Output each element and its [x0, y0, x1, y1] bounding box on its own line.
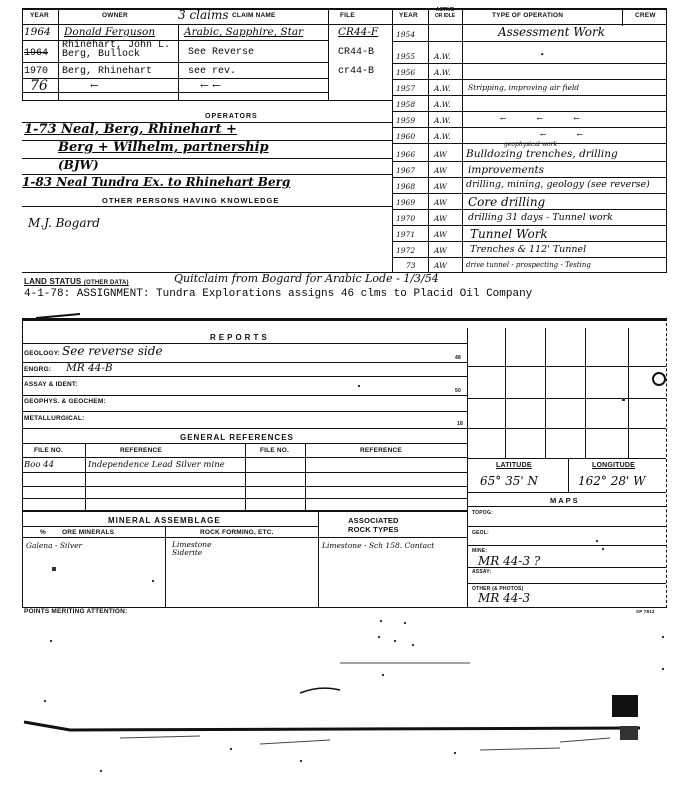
- op-status-15: AW: [434, 261, 447, 270]
- geology-value: See reverse side: [62, 344, 163, 358]
- op-status-5: A.W.: [434, 100, 451, 109]
- year-header: YEAR: [30, 12, 49, 19]
- gr-file-no-label-2: FILE NO.: [260, 447, 290, 454]
- topog-label: TOPOG:: [472, 510, 493, 516]
- general-references-label: GENERAL REFERENCES: [180, 433, 294, 442]
- file-3: cr44-B: [338, 66, 375, 77]
- gr-reference-label-2: REFERENCE: [360, 447, 402, 454]
- claim-name-3: see rev.: [188, 66, 237, 77]
- gr-row-reference: Independence Lead Silver mine: [88, 460, 225, 470]
- op-year-7: 1960: [396, 132, 416, 141]
- op-year-14: 1972: [396, 246, 416, 255]
- op-year-4: 1957: [396, 84, 416, 93]
- rock-forming-label: ROCK FORMING, ETC.: [200, 529, 274, 536]
- file-header: FILE: [340, 12, 355, 19]
- active-idle-header: ACTIVE OR IDLE: [434, 7, 456, 19]
- op-status-2: A.W.: [434, 52, 451, 61]
- op-type-15: drive tunnel - prospecting - Testing: [466, 261, 591, 269]
- latitude-label: LATITUDE: [496, 462, 532, 469]
- op-year-6: 1959: [396, 116, 416, 125]
- other-photos-value: MR 44-3: [478, 591, 531, 605]
- op-type-11: Core drilling: [468, 195, 546, 209]
- operator-line-1: 1-73 Neal, Berg, Rhinehart +: [24, 122, 237, 137]
- operator-line-3: (BJW): [58, 158, 99, 172]
- owner-name-1: Donald Ferguson: [64, 26, 156, 38]
- owner-name-4: ←: [90, 80, 99, 92]
- land-status-typed: 4-1-78: ASSIGNMENT: Tundra Explorations assigns 46 clms to Placid Oil Company: [24, 288, 533, 300]
- geol-label: GEOL:: [472, 530, 489, 536]
- gr-row-file: Boo 44: [24, 460, 54, 470]
- op-status-9: AW: [434, 166, 447, 175]
- op-year-5: 1958: [396, 100, 416, 109]
- geology-label: GEOLOGY:: [24, 350, 61, 357]
- op-year-3: 1956: [396, 68, 416, 77]
- op-type-1: Assessment Work: [498, 25, 605, 39]
- land-status-label: LAND STATUS (OTHER DATA): [24, 277, 129, 286]
- land-status-handwritten: Quitclaim from Bogard for Arabic Lode - 1/3/54: [174, 272, 439, 285]
- mine-value: MR 44-3 ?: [478, 554, 541, 568]
- owner-name-2: Rhinehart, John L. Berg, Bullock: [62, 40, 171, 60]
- op-status-13: AW: [434, 230, 447, 239]
- mineral-assemblage-label: MINERAL ASSEMBLAGE: [108, 516, 221, 525]
- claim-name-2: See Reverse: [188, 47, 255, 58]
- owner-year-2: 1964: [24, 48, 49, 59]
- op-status-14: AW: [434, 246, 447, 255]
- op-year-13: 1971: [396, 230, 416, 239]
- metallurgical-num: 18: [457, 421, 463, 427]
- type-header: TYPE OF OPERATION: [492, 12, 564, 19]
- longitude-label: LONGITUDE: [592, 462, 636, 469]
- operators-label: OPERATORS: [205, 113, 258, 120]
- op-status-11: AW: [434, 198, 447, 207]
- op-type-2: •: [540, 50, 545, 59]
- op-year-15: 73: [406, 261, 416, 270]
- claim-name-4: ← ←: [200, 80, 221, 92]
- op-year-10: 1968: [396, 182, 416, 191]
- owner-header: OWNER: [102, 12, 128, 19]
- op-year-12: 1970: [396, 214, 416, 223]
- op-type-7: ← ←: [540, 130, 583, 139]
- op-status-12: AW: [434, 214, 447, 223]
- file-2: CR44-B: [338, 47, 375, 58]
- assay-label: ASSAY & IDENT:: [24, 381, 78, 388]
- owner-year-4: 76: [30, 78, 48, 94]
- op-type-10: drilling, mining, geology (see reverse): [466, 179, 650, 190]
- op-type-13: Tunnel Work: [470, 227, 548, 241]
- op-status-6: A.W.: [434, 116, 451, 125]
- gr-reference-label: REFERENCE: [120, 447, 162, 454]
- gr-file-no-label: FILE NO.: [34, 447, 64, 454]
- op-status-10: AW: [434, 182, 447, 191]
- maps-label: MAPS: [550, 496, 580, 505]
- op-status-7: A.W.: [434, 132, 451, 141]
- associated-rock-types-label: ASSOCIATED ROCK TYPES: [348, 516, 399, 534]
- op-note-8: geophysical work: [504, 141, 558, 148]
- owner-name-3: Berg, Rhinehart: [62, 66, 153, 77]
- owner-year-1: 1964: [24, 26, 51, 38]
- year2-header: YEAR: [399, 12, 418, 19]
- op-type-14: Trenches & 112' Tunnel: [470, 244, 587, 255]
- operator-line-2: Berg + Wilhelm, partnership: [58, 140, 269, 155]
- op-type-12: drilling 31 days - Tunnel work: [468, 212, 613, 223]
- reports-label: REPORTS: [210, 333, 270, 342]
- owner-year-3: 1970: [24, 66, 49, 77]
- op-year-8: 1966: [396, 150, 416, 159]
- op-status-8: AW: [434, 150, 447, 159]
- mine-label: MINE:: [472, 548, 488, 554]
- op-type-9: improvements: [468, 164, 545, 176]
- ore-minerals-value: Galena - Silver: [26, 541, 83, 550]
- crew-header: CREW: [635, 12, 656, 19]
- assay-num: 50: [455, 388, 461, 394]
- claims-count: 3 claims: [178, 8, 229, 22]
- geology-num: 48: [455, 355, 461, 361]
- form-number: SP 7812: [636, 609, 655, 614]
- op-year-1: 1954: [396, 30, 416, 39]
- ore-pct-label: %: [40, 529, 46, 536]
- rock-forming-value-1: Limestone: [172, 540, 212, 549]
- associated-value: Limestone - Sch 158. Contact: [322, 541, 435, 550]
- knowledge-name: M.J. Bogard: [28, 216, 100, 230]
- operator-line-4: 1-83 Neal Tundra Ex. to Rhinehart Berg: [22, 175, 291, 189]
- longitude-value: 162° 28' W: [578, 474, 646, 488]
- engrg-value: MR 44-B: [66, 362, 113, 374]
- claim-name-header: CLAIM NAME: [232, 12, 276, 19]
- ore-minerals-label: ORE MINERALS: [62, 529, 115, 536]
- assay-map-label: ASSAY:: [472, 569, 492, 575]
- claim-name-1: Arabic, Sapphire, Star: [184, 26, 304, 38]
- rock-forming-value-2: Siderite: [172, 548, 203, 557]
- op-year-11: 1969: [396, 198, 416, 207]
- op-year-9: 1967: [396, 166, 416, 175]
- file-1: CR44-F: [338, 26, 379, 38]
- other-photos-label: OTHER (& PHOTOS): [472, 586, 524, 592]
- points-label: POINTS MERITING ATTENTION:: [24, 608, 128, 615]
- knowledge-label: OTHER PERSONS HAVING KNOWLEDGE: [102, 196, 280, 205]
- geophys-label: GEOPHYS. & GEOCHEM:: [24, 398, 106, 405]
- metallurgical-label: METALLURGICAL:: [24, 415, 85, 422]
- op-year-2: 1955: [396, 52, 416, 61]
- op-status-3: A.W.: [434, 68, 451, 77]
- op-type-6: ← ← ←: [500, 114, 580, 123]
- op-type-8: Bulldozing trenches, drilling: [466, 148, 618, 160]
- engrg-label: ENGRG:: [24, 366, 52, 373]
- op-type-4: Stripping, improving air field: [468, 83, 580, 92]
- latitude-value: 65° 35' N: [480, 474, 538, 488]
- op-status-4: A.W.: [434, 84, 451, 93]
